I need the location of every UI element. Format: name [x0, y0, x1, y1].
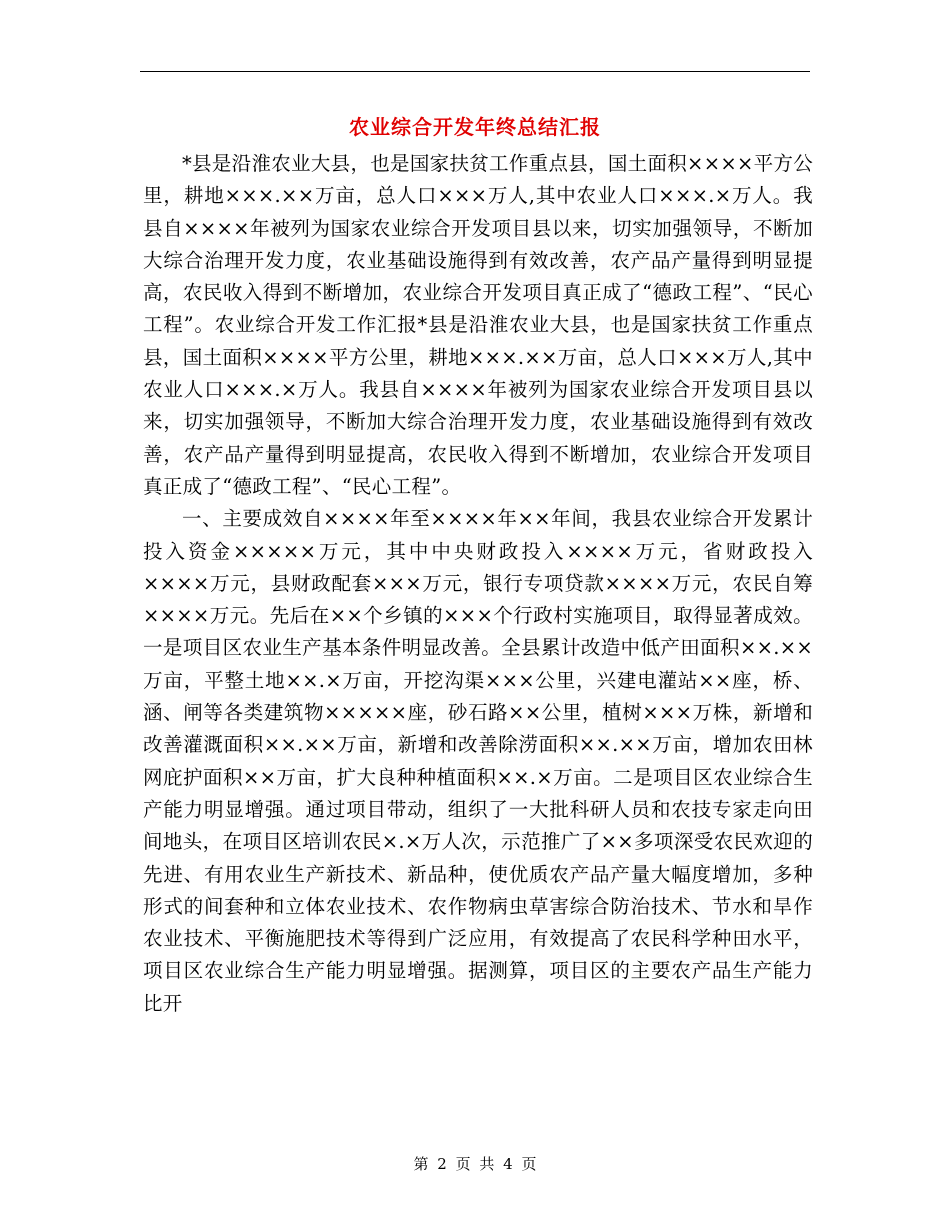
header-rule: [140, 71, 810, 72]
paragraph-intro: *县是沿淮农业大县，也是国家扶贫工作重点县，国土面积××××平方公里，耕地×××.××万亩，总人口×××万人,其中农业人口×××.×万人。我县自××××年被列为国家农业综合开发项目县以来，切实加强领导，不断加大综合治理开发力度，农业基础设施得到有效改善，农产品产量得到明显提高，农民收入得到不断增加，农业综合开发项目真正成了“德政工程”、“民心工程”。农业综合开发工作汇报*县是沿淮农业大县，也是国家扶贫工作重点县，国土面积××××平方公里，耕地×××.××万亩，总人口×××万人,其中农业人口×××.×万人。我县自××××年被列为国家农业综合开发项目县以来，切实加强领导，不断加大综合治理开发力度，农业基础设施得到有效改善，农产品产量得到明显提高，农民收入得到不断增加，农业综合开发项目真正成了“德政工程”、“民心工程”。: [143, 152, 814, 498]
paragraph-achievements: 一、主要成效自××××年至××××年××年间，我县农业综合开发累计投入资金×××××万元，其中中央财政投入××××万元，省财政投入××××万元，县财政配套×××万元，银行专项贷款××××万元，农民自筹××××万元。先后在××个乡镇的×××个行政村实施项目，取得显著成效。一是项目区农业生产基本条件明显改善。全县累计改造中低产田面积××.××万亩，平整土地××.×万亩，开挖沟渠×××公里，兴建电灌站××座，桥、涵、闸等各类建筑物×××××座，砂石路××公里，植树×××万株，新增和改善灌溉面积××.××万亩，新增和改善除涝面积××.××万亩，增加农田林网庇护面积××万亩，扩大良种种植面积××.×万亩。二是项目区农业综合生产能力明显增强。通过项目带动，组织了一大批科研人员和农技专家走向田间地头，在项目区培训农民×.×万人次，示范推广了××多项深受农民欢迎的先进、有用农业生产新技术、新品种，使优质农产品产量大幅度增加，多种形式的间套种和立体农业技术、农作物病虫草害综合防治技术、节水和旱作农业技术、平衡施肥技术等得到广泛应用，有效提高了农民科学种田水平，项目区农业综合生产能力明显增强。据测算，项目区的主要农产品生产能力比开: [143, 507, 813, 1015]
document-title: 农业综合开发年终总结汇报: [349, 115, 601, 139]
page-number: 第 2 页 共 4 页: [413, 1155, 537, 1173]
document-body: [143, 148, 813, 1020]
